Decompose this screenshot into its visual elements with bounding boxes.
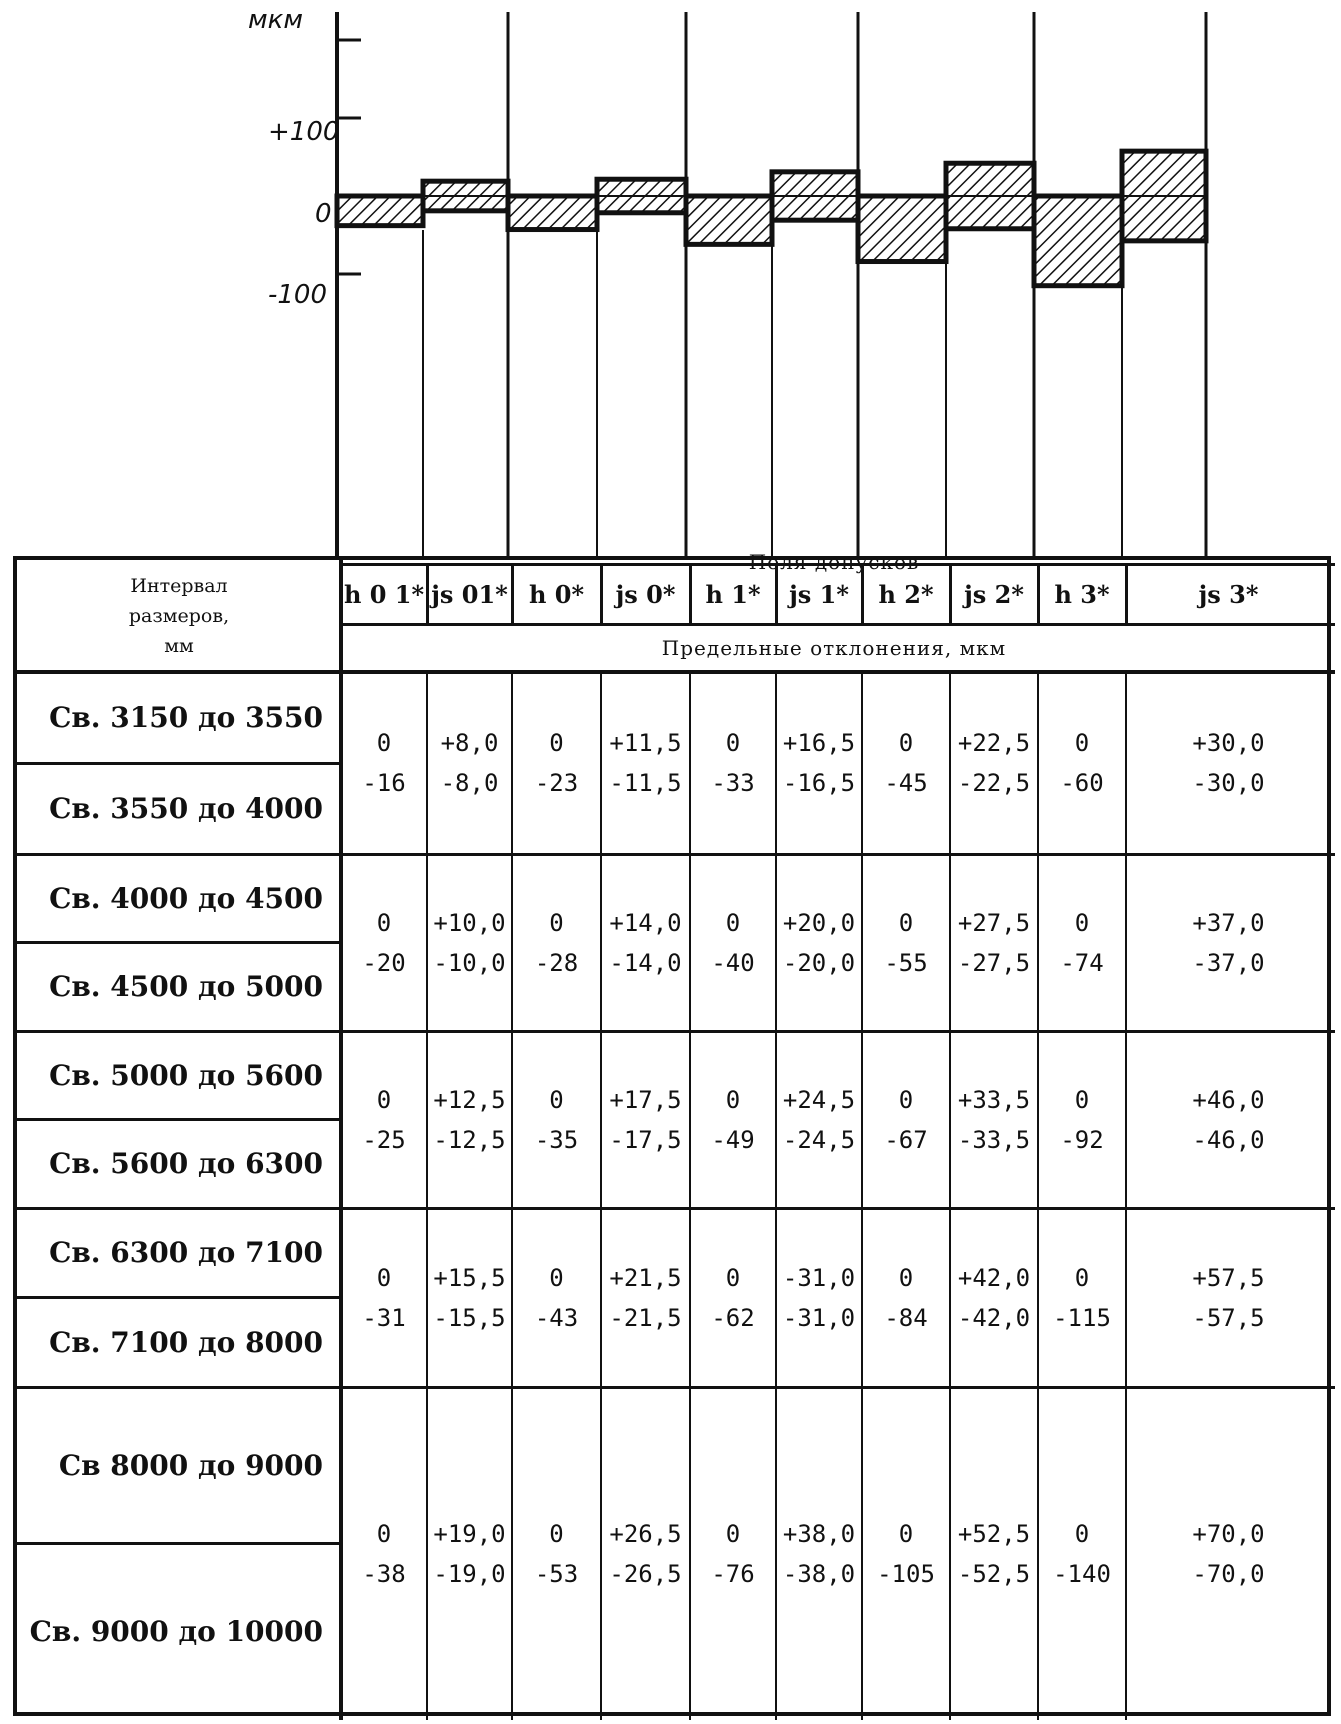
lower-deviation: -12,5 xyxy=(433,1125,506,1154)
lower-deviation: -31,0 xyxy=(782,1303,856,1332)
field-header-cell: js 0* xyxy=(615,579,676,609)
size-interval-label: Св. 4500 до 5000 xyxy=(49,970,323,1004)
deviation-cell xyxy=(341,1208,427,1387)
deviation-cell xyxy=(776,672,862,854)
lower-deviation: -21,5 xyxy=(609,1303,682,1332)
deviation-cell xyxy=(690,1031,776,1208)
field-header-cell: h 3* xyxy=(1054,579,1110,609)
deviation-cell xyxy=(950,1208,1038,1387)
field-header-divider xyxy=(1037,564,1040,624)
tolerance-field-h0 xyxy=(508,196,597,230)
upper-deviation: 0 xyxy=(898,908,914,937)
tolerance-field-h2 xyxy=(858,196,946,262)
lower-deviation: -22,5 xyxy=(957,769,1031,797)
header-size-interval xyxy=(17,560,341,672)
deviation-cell xyxy=(341,1387,427,1720)
lower-deviation: -38,0 xyxy=(782,1559,856,1588)
field-header-divider xyxy=(689,564,692,624)
field-header-cell: js 3* xyxy=(1198,579,1259,609)
lower-deviation: -37,0 xyxy=(1192,948,1265,977)
upper-deviation: 0 xyxy=(725,1085,741,1114)
upper-deviation: 0 xyxy=(376,1519,392,1548)
upper-deviation: 0 xyxy=(898,1085,914,1114)
lower-deviation: -14,0 xyxy=(609,948,682,977)
deviation-cell xyxy=(601,672,690,854)
lower-deviation: -45 xyxy=(884,769,928,797)
deviation-cell xyxy=(427,1387,512,1720)
deviation-cell xyxy=(601,1208,690,1387)
deviation-cell xyxy=(862,854,950,1031)
upper-deviation: +21,5 xyxy=(609,1263,682,1292)
upper-deviation: 0 xyxy=(725,729,741,757)
tolerance-table xyxy=(13,556,1331,1716)
upper-deviation: +42,0 xyxy=(957,1263,1031,1292)
lower-deviation: -38 xyxy=(362,1559,406,1588)
lower-deviation: -35 xyxy=(534,1125,579,1154)
field-header-cell: js 01* xyxy=(431,579,508,609)
upper-deviation: 0 xyxy=(725,1519,741,1548)
lower-deviation: -33,5 xyxy=(957,1125,1031,1154)
lower-deviation: -115 xyxy=(1053,1303,1111,1332)
lower-deviation: -23 xyxy=(534,769,579,797)
header-left-line-1: Интервал xyxy=(130,575,228,597)
deviation-cell xyxy=(512,1208,601,1387)
field-header-cell: js 2* xyxy=(964,579,1024,609)
lower-deviation: -62 xyxy=(711,1303,755,1332)
upper-deviation: 0 xyxy=(376,1263,392,1292)
field-header-divider xyxy=(861,564,864,624)
field-header-cell: js 1* xyxy=(789,579,849,609)
upper-deviation: +19,0 xyxy=(433,1519,506,1548)
deviation-cell xyxy=(862,672,950,854)
lower-deviation: -84 xyxy=(884,1303,928,1332)
upper-deviation: 0 xyxy=(725,908,741,937)
tolerance-field-h1 xyxy=(686,196,772,244)
upper-deviation: +37,0 xyxy=(1192,908,1265,937)
deviation-cell xyxy=(1038,1387,1126,1720)
deviation-cell xyxy=(1126,672,1331,854)
header-left-line-3: мм xyxy=(164,635,194,657)
lower-deviation: -57,5 xyxy=(1192,1303,1265,1332)
upper-deviation: 0 xyxy=(549,1263,564,1292)
deviation-cell xyxy=(1038,1031,1126,1208)
deviation-cell xyxy=(1126,1031,1331,1208)
upper-deviation: 0 xyxy=(376,908,392,937)
size-interval-label: Св 8000 до 9000 xyxy=(58,1448,323,1482)
deviation-cell xyxy=(776,1387,862,1720)
lower-deviation: -8,0 xyxy=(440,769,499,797)
deviation-cell xyxy=(427,672,512,854)
deviation-cell xyxy=(341,1031,427,1208)
lower-deviation: -70,0 xyxy=(1192,1559,1265,1588)
size-interval-label: Св. 4000 до 4500 xyxy=(49,881,323,915)
deviation-cell xyxy=(690,854,776,1031)
upper-deviation: +12,5 xyxy=(433,1085,506,1114)
lower-deviation: -27,5 xyxy=(957,948,1031,977)
field-header-divider xyxy=(1125,564,1128,624)
upper-deviation: 0 xyxy=(898,1263,914,1292)
upper-deviation: +17,5 xyxy=(609,1085,682,1114)
deviation-cell xyxy=(1126,854,1331,1031)
lower-deviation: -20,0 xyxy=(782,948,856,977)
deviation-cell xyxy=(512,672,601,854)
deviation-cell xyxy=(776,1031,862,1208)
deviation-cell xyxy=(1038,1208,1126,1387)
deviation-cell xyxy=(512,1031,601,1208)
deviation-cell xyxy=(862,1387,950,1720)
deviation-cell xyxy=(512,1387,601,1720)
lower-deviation: -11,5 xyxy=(609,769,682,797)
lower-deviation: -16,5 xyxy=(782,769,856,797)
lower-deviation: -30,0 xyxy=(1192,769,1265,797)
lower-deviation: -52,5 xyxy=(957,1559,1031,1588)
upper-deviation: +26,5 xyxy=(609,1519,682,1548)
upper-deviation: +11,5 xyxy=(609,729,682,757)
deviation-cell xyxy=(427,1208,512,1387)
lower-deviation: -19,0 xyxy=(433,1559,506,1588)
lower-deviation: -53 xyxy=(534,1559,579,1588)
upper-deviation: +22,5 xyxy=(957,729,1031,757)
deviation-cell xyxy=(950,1387,1038,1720)
upper-deviation: -31,0 xyxy=(782,1263,856,1292)
upper-deviation: +24,5 xyxy=(782,1085,856,1114)
size-interval-label: Св. 6300 до 7100 xyxy=(49,1236,323,1270)
deviation-cell xyxy=(341,854,427,1031)
upper-deviation: +46,0 xyxy=(1192,1085,1265,1114)
lower-deviation: -28 xyxy=(534,948,579,977)
lower-deviation: -10,0 xyxy=(433,948,506,977)
deviation-cell xyxy=(950,854,1038,1031)
tick-label-minus-100: -100 xyxy=(268,280,328,310)
upper-deviation: 0 xyxy=(1074,1519,1090,1548)
lower-deviation: -43 xyxy=(534,1303,579,1332)
size-interval-label: Св. 3550 до 4000 xyxy=(49,792,323,825)
lower-deviation: -76 xyxy=(711,1559,755,1588)
deviation-cell xyxy=(341,672,427,854)
size-interval-label: Св. 7100 до 8000 xyxy=(49,1325,323,1359)
upper-deviation: +15,5 xyxy=(433,1263,506,1292)
deviation-cell xyxy=(776,854,862,1031)
lower-deviation: -24,5 xyxy=(782,1125,856,1154)
field-header-cell: h 2* xyxy=(878,579,934,609)
lower-deviation: -16 xyxy=(362,769,406,797)
deviation-cell xyxy=(512,854,601,1031)
upper-deviation: +14,0 xyxy=(609,908,682,937)
lower-deviation: -17,5 xyxy=(609,1125,682,1154)
lower-deviation: -49 xyxy=(711,1125,755,1154)
tolerance-diagram xyxy=(0,0,1341,560)
upper-deviation: 0 xyxy=(549,1519,564,1548)
upper-deviation: 0 xyxy=(1074,908,1090,937)
lower-deviation: -60 xyxy=(1060,769,1104,797)
lower-deviation: -25 xyxy=(362,1125,406,1154)
lower-deviation: -26,5 xyxy=(609,1559,682,1588)
lower-deviation: -20 xyxy=(362,948,406,977)
upper-deviation: 0 xyxy=(725,1263,741,1292)
upper-deviation: +52,5 xyxy=(957,1519,1031,1548)
upper-deviation: +27,5 xyxy=(957,908,1031,937)
field-header-cell: h 0* xyxy=(528,579,585,609)
lower-deviation: -92 xyxy=(1060,1125,1104,1154)
size-interval-label: Св. 3150 до 3550 xyxy=(49,701,323,734)
deviation-cell xyxy=(1126,1208,1331,1387)
lower-deviation: -40 xyxy=(711,948,755,977)
upper-deviation: +33,5 xyxy=(957,1085,1031,1114)
lower-deviation: -74 xyxy=(1060,948,1104,977)
upper-deviation: 0 xyxy=(898,1519,914,1548)
deviation-cell xyxy=(601,854,690,1031)
lower-deviation: -31 xyxy=(362,1303,406,1332)
size-interval-label: Св. 5000 до 5600 xyxy=(49,1058,323,1092)
deviation-cell xyxy=(1038,672,1126,854)
lower-deviation: -42,0 xyxy=(957,1303,1031,1332)
field-header-divider xyxy=(511,564,514,624)
deviation-cell xyxy=(690,1208,776,1387)
size-interval-label: Св. 5600 до 6300 xyxy=(49,1147,323,1181)
deviation-cell xyxy=(427,1031,512,1208)
tolerance-field-h01 xyxy=(337,196,423,226)
field-header-divider xyxy=(949,564,952,624)
upper-deviation: +8,0 xyxy=(440,729,499,757)
field-header-divider xyxy=(426,564,429,624)
deviation-cell xyxy=(601,1387,690,1720)
tick-label-plus-100: +100 xyxy=(268,117,340,147)
deviation-cell xyxy=(950,1031,1038,1208)
upper-deviation: 0 xyxy=(1074,729,1090,757)
field-header-cell: h 1* xyxy=(705,579,761,609)
deviation-cell xyxy=(862,1031,950,1208)
tick-label-zero: 0 xyxy=(315,199,332,229)
upper-deviation: 0 xyxy=(376,729,392,757)
deviation-cell xyxy=(690,1387,776,1720)
deviation-cell xyxy=(1038,854,1126,1031)
deviation-cell xyxy=(1126,1387,1331,1720)
upper-deviation: +20,0 xyxy=(782,908,856,937)
upper-deviation: +16,5 xyxy=(782,729,856,757)
lower-deviation: -15,5 xyxy=(433,1303,506,1332)
field-header-divider xyxy=(775,564,778,624)
size-interval-label: Св. 9000 до 10000 xyxy=(29,1615,323,1649)
deviation-cell xyxy=(601,1031,690,1208)
header-limit-deviations: Предельные отклонения, мкм xyxy=(661,636,1007,660)
lower-deviation: -46,0 xyxy=(1192,1125,1265,1154)
upper-deviation: 0 xyxy=(549,908,564,937)
lower-deviation: -105 xyxy=(877,1559,935,1588)
deviation-cell xyxy=(427,854,512,1031)
upper-deviation: 0 xyxy=(1074,1085,1090,1114)
lower-deviation: -55 xyxy=(884,948,928,977)
deviation-cell xyxy=(862,1208,950,1387)
upper-deviation: 0 xyxy=(549,729,564,757)
lower-deviation: -67 xyxy=(884,1125,928,1154)
upper-deviation: +30,0 xyxy=(1192,729,1265,757)
header-left-line-2: размеров, xyxy=(128,605,230,627)
upper-deviation: 0 xyxy=(376,1085,392,1114)
axis-unit-label: мкм xyxy=(248,5,303,35)
field-header-cell: h 0 1* xyxy=(343,579,425,609)
upper-deviation: +10,0 xyxy=(433,908,506,937)
field-header-divider xyxy=(600,564,603,624)
tolerance-field-h3 xyxy=(1034,196,1122,286)
upper-deviation: +57,5 xyxy=(1192,1263,1265,1292)
upper-deviation: 0 xyxy=(898,729,914,757)
deviation-cell xyxy=(950,672,1038,854)
upper-deviation: +70,0 xyxy=(1192,1519,1265,1548)
deviation-cell xyxy=(690,672,776,854)
upper-deviation: 0 xyxy=(1074,1263,1090,1292)
upper-deviation: +38,0 xyxy=(782,1519,856,1548)
upper-deviation: 0 xyxy=(549,1085,564,1114)
deviation-cell xyxy=(776,1208,862,1387)
lower-deviation: -140 xyxy=(1053,1559,1111,1588)
lower-deviation: -33 xyxy=(711,769,755,797)
